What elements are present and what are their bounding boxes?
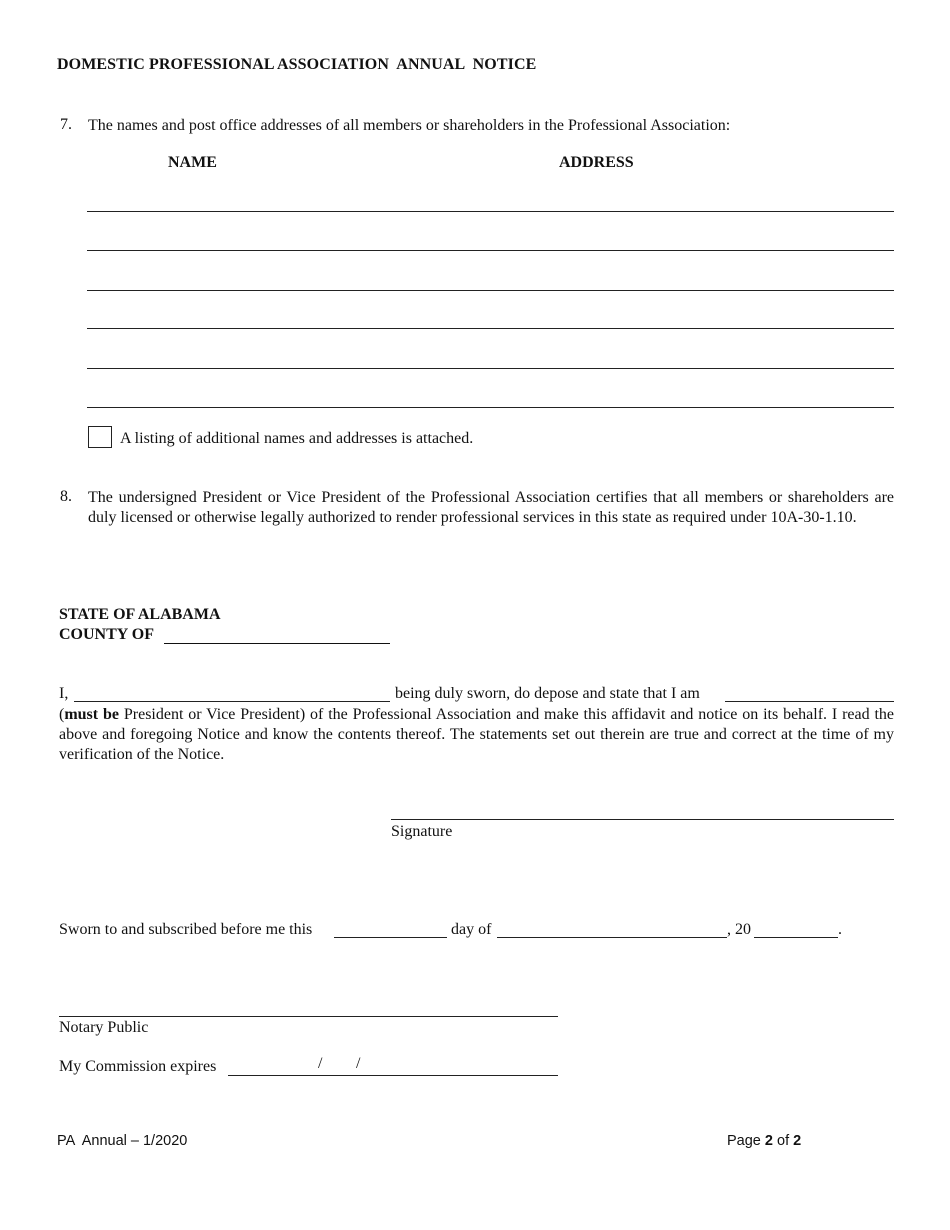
affidavit-prefix: I, bbox=[59, 685, 69, 702]
sworn-day-of: day of bbox=[451, 921, 492, 938]
sworn-year-prefix: , 20 bbox=[727, 921, 751, 938]
commission-label: My Commission expires bbox=[59, 1058, 217, 1075]
item-7-number: 7. bbox=[60, 116, 72, 133]
member-row-line[interactable] bbox=[87, 250, 894, 251]
county-field[interactable] bbox=[164, 643, 390, 644]
sworn-end: . bbox=[838, 921, 842, 938]
additional-listing-label: A listing of additional names and addresses is attached. bbox=[120, 430, 474, 447]
affidavit-body-text: President or Vice President) of the Professional Association and make this affidavit and notice on its behalf. I read the above and foregoing Notice and know the contents thereof. The statements set out therein are true and correct at the time of my verification of the Notice. bbox=[59, 706, 895, 763]
item-7-text: The names and post office addresses of all members or shareholders in the Professional Association: bbox=[88, 117, 731, 134]
sworn-day-field[interactable] bbox=[334, 937, 447, 938]
state-label: STATE OF ALABAMA bbox=[59, 606, 221, 623]
affidavit-body bbox=[59, 705, 894, 765]
page-word: Page bbox=[727, 1133, 761, 1149]
member-row-line[interactable] bbox=[87, 368, 894, 369]
notary-signature-line[interactable] bbox=[59, 1016, 558, 1017]
affiant-name-field[interactable] bbox=[74, 701, 390, 702]
signature-label: Signature bbox=[391, 823, 453, 840]
notary-label: Notary Public bbox=[59, 1019, 149, 1036]
page-current: 2 bbox=[764, 1133, 773, 1149]
affiant-title-field[interactable] bbox=[725, 701, 894, 702]
member-row-line[interactable] bbox=[87, 290, 894, 291]
affidavit-must-be: must be bbox=[64, 706, 119, 723]
form-id: PA Annual – 1/2020 bbox=[57, 1133, 188, 1149]
affidavit-sworn-text: being duly sworn, do depose and state that I am bbox=[395, 685, 700, 702]
commission-date-field[interactable] bbox=[228, 1075, 558, 1076]
sworn-month-field[interactable] bbox=[497, 937, 727, 938]
member-row-line[interactable] bbox=[87, 211, 894, 212]
commission-date-slash: / bbox=[318, 1055, 323, 1072]
column-header-address: ADDRESS bbox=[559, 154, 634, 171]
page-total: 2 bbox=[793, 1133, 802, 1149]
member-row-line[interactable] bbox=[87, 328, 894, 329]
additional-listing-checkbox[interactable] bbox=[88, 426, 112, 448]
page-number bbox=[727, 1133, 801, 1149]
page-of: of bbox=[777, 1133, 790, 1149]
item-8-number: 8. bbox=[60, 488, 72, 505]
item-8-text: The undersigned President or Vice President of the Professional Association certifies that all members or shareholders are duly licensed or otherwise legally authorized to render professional services in this state as required under 10A-30-1.10. bbox=[88, 489, 894, 526]
affidavit-open-paren: ( bbox=[59, 706, 65, 723]
column-header-name: NAME bbox=[168, 154, 217, 171]
form-title: DOMESTIC PROFESSIONAL ASSOCIATION ANNUAL NOTICE bbox=[57, 56, 537, 73]
county-label: COUNTY OF bbox=[59, 626, 154, 643]
signature-line[interactable] bbox=[391, 819, 894, 820]
sworn-lead: Sworn to and subscribed before me this bbox=[59, 921, 313, 938]
sworn-year-field[interactable] bbox=[754, 937, 838, 938]
member-row-line[interactable] bbox=[87, 407, 894, 408]
commission-date-slash: / bbox=[356, 1055, 361, 1072]
